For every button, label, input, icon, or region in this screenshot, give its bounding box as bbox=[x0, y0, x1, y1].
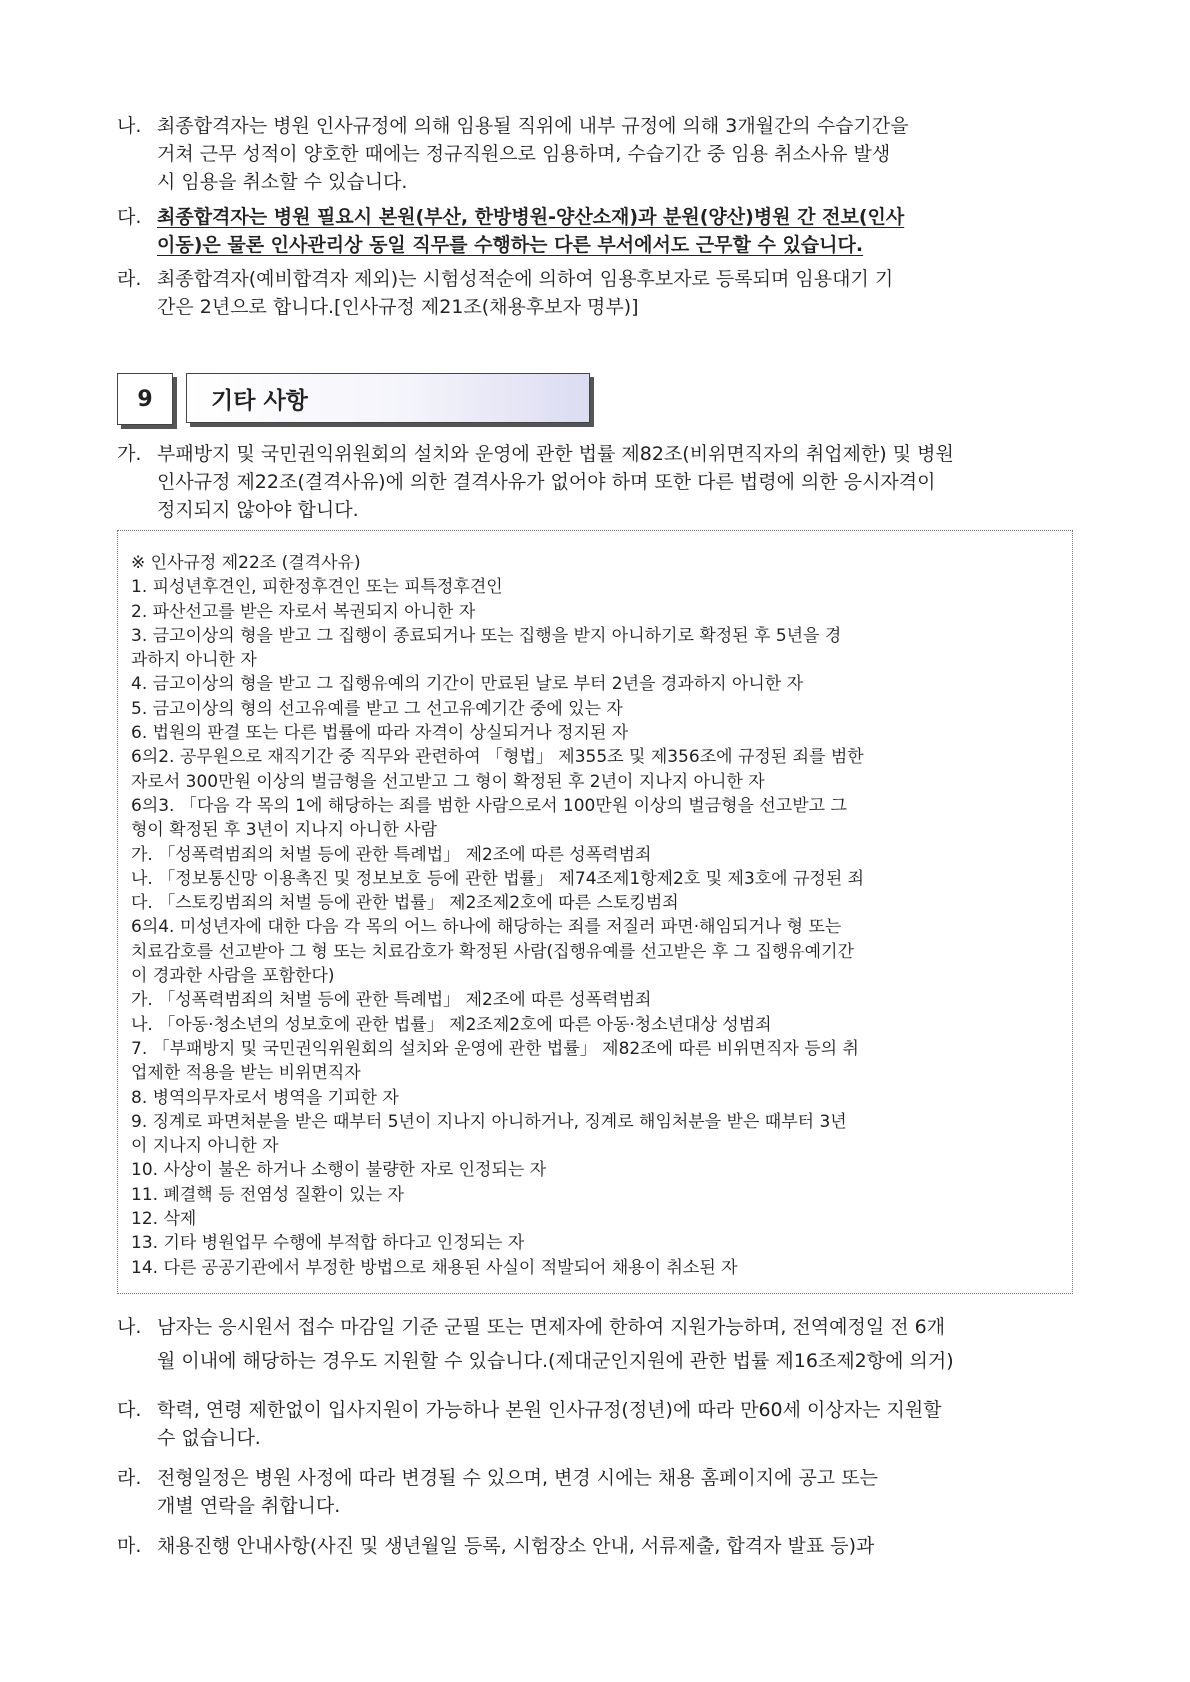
rule-line: 형이 확정된 후 3년이 지나지 아니한 사람 bbox=[131, 820, 437, 841]
rule-line: 12. 삭제 bbox=[131, 1209, 197, 1230]
text-line: 이동)은 물론 인사관리상 동일 직무를 수행하는 다른 부서에서도 근무할 수 있습니다. bbox=[157, 234, 864, 256]
rule-line: 4. 금고이상의 형을 받고 그 집행유예의 기간이 만료된 날로 부터 2년을 경과하지 아니한 자 bbox=[131, 674, 804, 695]
rule-line: 7. 「부패방지 및 국민권익위원회의 설치와 운영에 관한 법률」 제82조에 따른 비위면직자 등의 취 bbox=[131, 1038, 859, 1059]
text-line: 월 이내에 해당하는 경우도 지원할 수 있습니다.(제대군인지원에 관한 법률 제16조제2항에 의거) bbox=[157, 1350, 954, 1372]
section-header bbox=[117, 373, 597, 429]
rule-line: 9. 징계로 파면처분을 받은 때부터 5년이 지나지 아니하거나, 징계로 해임처분을 받은 때부터 3년 bbox=[131, 1111, 847, 1132]
item-marker: 다. bbox=[117, 1399, 142, 1421]
rule-line: 자로서 300만원 이상의 벌금형을 선고받고 그 형이 확정된 후 2년이 지나지 아니한 자 bbox=[131, 771, 765, 792]
text-line: 학력, 연령 제한없이 입사지원이 가능하나 본원 인사규정(정년)에 따라 만60세 이상자는 지원할 bbox=[157, 1399, 942, 1421]
text-line: 개별 연락을 취합니다. bbox=[157, 1495, 341, 1517]
section-title: 기타 사항 bbox=[186, 373, 590, 423]
rule-line: 이 지나지 아니한 자 bbox=[131, 1136, 279, 1157]
text-line: 거쳐 근무 성적이 양호한 때에는 정규직원으로 임용하며, 수습기간 중 임용 취소사유 발생 bbox=[157, 143, 891, 165]
text-line: 정지되지 않아야 합니다. bbox=[157, 499, 359, 521]
rule-line: 6. 법원의 판결 또는 다른 법률에 따라 자격이 상실되거나 정지된 자 bbox=[131, 723, 629, 744]
rule-line: 5. 금고이상의 형의 선고유예를 받고 그 선고유예기간 중에 있는 자 bbox=[131, 698, 623, 719]
rule-line: 3. 금고이상의 형을 받고 그 집행이 종료되거나 또는 집행을 받지 아니하기로 확정된 후 5년을 경 bbox=[131, 625, 842, 646]
section-number: 9 bbox=[117, 373, 173, 425]
text-line: 최종합격자는 병원 필요시 본원(부산, 한방병원-양산소재)과 분원(양산)병원 간 전보(인사 bbox=[157, 206, 905, 228]
text-line: 간은 2년으로 합니다.[인사규정 제21조(채용후보자 명부)] bbox=[157, 296, 639, 318]
rule-line: 8. 병역의무자로서 병역을 기피한 자 bbox=[131, 1087, 399, 1108]
rule-line: 나. 「정보통신망 이용촉진 및 정보보호 등에 관한 법률」 제74조제1항제2호 및 제3호에 규정된 죄 bbox=[131, 868, 865, 889]
rule-line: 6의2. 공무원으로 재직기간 중 직무와 관련하여 「형법」 제355조 및 제356조에 규정된 죄를 범한 bbox=[131, 747, 864, 768]
rule-line: 1. 피성년후견인, 피한정후견인 또는 피특정후견인 bbox=[131, 577, 503, 598]
rule-line: ※ 인사규정 제22조 (결격사유) bbox=[131, 553, 361, 573]
rule-line: 2. 파산선고를 받은 자로서 복권되지 아니한 자 bbox=[131, 601, 476, 622]
item-ra-candidate-list bbox=[117, 265, 1077, 321]
rule-line: 과하지 아니한 자 bbox=[131, 650, 257, 671]
item-marker: 가. bbox=[117, 443, 142, 465]
text-line: 최종합격자(예비합격자 제외)는 시험성적순에 의하여 임용후보자로 등록되며 임용대기 기 bbox=[157, 268, 894, 290]
text-line: 인사규정 제22조(결격사유)에 의한 결격사유가 없어야 하며 또한 다른 법령에 의한 응시자격이 bbox=[157, 471, 936, 493]
text-line: 최종합격자는 병원 인사규정에 의해 임용될 직위에 내부 규정에 의해 3개월간의 수습기간을 bbox=[157, 115, 909, 137]
rule-line: 14. 다른 공공기관에서 부정한 방법으로 채용된 사실이 적발되어 채용이 취소된 자 bbox=[131, 1257, 738, 1278]
item-ma-guidance bbox=[117, 1532, 1077, 1560]
rule-line: 11. 폐결핵 등 전염성 질환이 있는 자 bbox=[131, 1184, 404, 1205]
rule-line: 가. 「성폭력범죄의 처벌 등에 관한 특례법」 제2조에 따른 성폭력범죄 bbox=[131, 990, 652, 1011]
rule-line: 13. 기타 병원업무 수행에 부적합 하다고 인정되는 자 bbox=[131, 1233, 525, 1254]
item-da-age-limit bbox=[117, 1396, 1077, 1452]
text-line: 남자는 응시원서 접수 마감일 기준 군필 또는 면제자에 한하여 지원가능하며, 전역예정일 전 6개 bbox=[157, 1316, 946, 1338]
item-na-probation bbox=[117, 112, 1077, 196]
rule-line: 10. 사상이 불온 하거나 소행이 불량한 자로 인정되는 자 bbox=[131, 1160, 547, 1181]
item-marker: 다. bbox=[117, 206, 142, 228]
text-line: 전형일정은 병원 사정에 따라 변경될 수 있으며, 변경 시에는 채용 홈페이지에 공고 또는 bbox=[157, 1467, 878, 1489]
rule-line: 치료감호를 선고받아 그 형 또는 치료감호가 확정된 사람(집행유예를 선고받은 후 그 집행유예기간 bbox=[131, 941, 854, 962]
item-ga-disqualification bbox=[117, 440, 1077, 524]
rule-lines bbox=[131, 551, 1061, 1280]
text-line: 수 없습니다. bbox=[157, 1427, 261, 1449]
rule-line: 업제한 적용을 받는 비위면직자 bbox=[131, 1063, 361, 1084]
rule-line: 6의4. 미성년자에 대한 다음 각 목의 어느 하나에 해당하는 죄를 저질러 파면·해임되거나 형 또는 bbox=[131, 917, 842, 938]
item-na-military bbox=[117, 1310, 1077, 1378]
rule-line: 다. 「스토킹범죄의 처벌 등에 관한 법률」 제2조제2호에 따른 스토킹범죄 bbox=[131, 893, 679, 914]
rule-line: 6의3. 「다음 각 목의 1에 해당하는 죄를 범한 사람으로서 100만원 이상의 벌금형을 선고받고 그 bbox=[131, 795, 847, 816]
text-line: 시 임용을 취소할 수 있습니다. bbox=[157, 171, 408, 193]
item-marker: 나. bbox=[117, 1316, 142, 1338]
item-ra-schedule bbox=[117, 1464, 1077, 1520]
text-line: 채용진행 안내사항(사진 및 생년월일 등록, 시험장소 안내, 서류제출, 합격자 발표 등)과 bbox=[157, 1535, 875, 1557]
item-marker: 라. bbox=[117, 268, 142, 290]
rule-line: 나. 「아동·청소년의 성보호에 관한 법률」 제2조제2호에 따른 아동·청소년대상 성범죄 bbox=[131, 1014, 772, 1035]
item-marker: 라. bbox=[117, 1467, 142, 1489]
item-marker: 마. bbox=[117, 1535, 142, 1557]
rule-line: 가. 「성폭력범죄의 처벌 등에 관한 특례법」 제2조에 따른 성폭력범죄 bbox=[131, 844, 652, 865]
item-da-transfer bbox=[117, 203, 1077, 259]
disqualification-rule-box bbox=[117, 530, 1073, 1294]
item-marker: 나. bbox=[117, 115, 142, 137]
text-line: 부패방지 및 국민권익위원회의 설치와 운영에 관한 법률 제82조(비위면직자의 취업제한) 및 병원 bbox=[157, 443, 954, 465]
rule-line: 이 경과한 사람을 포함한다) bbox=[131, 966, 335, 987]
